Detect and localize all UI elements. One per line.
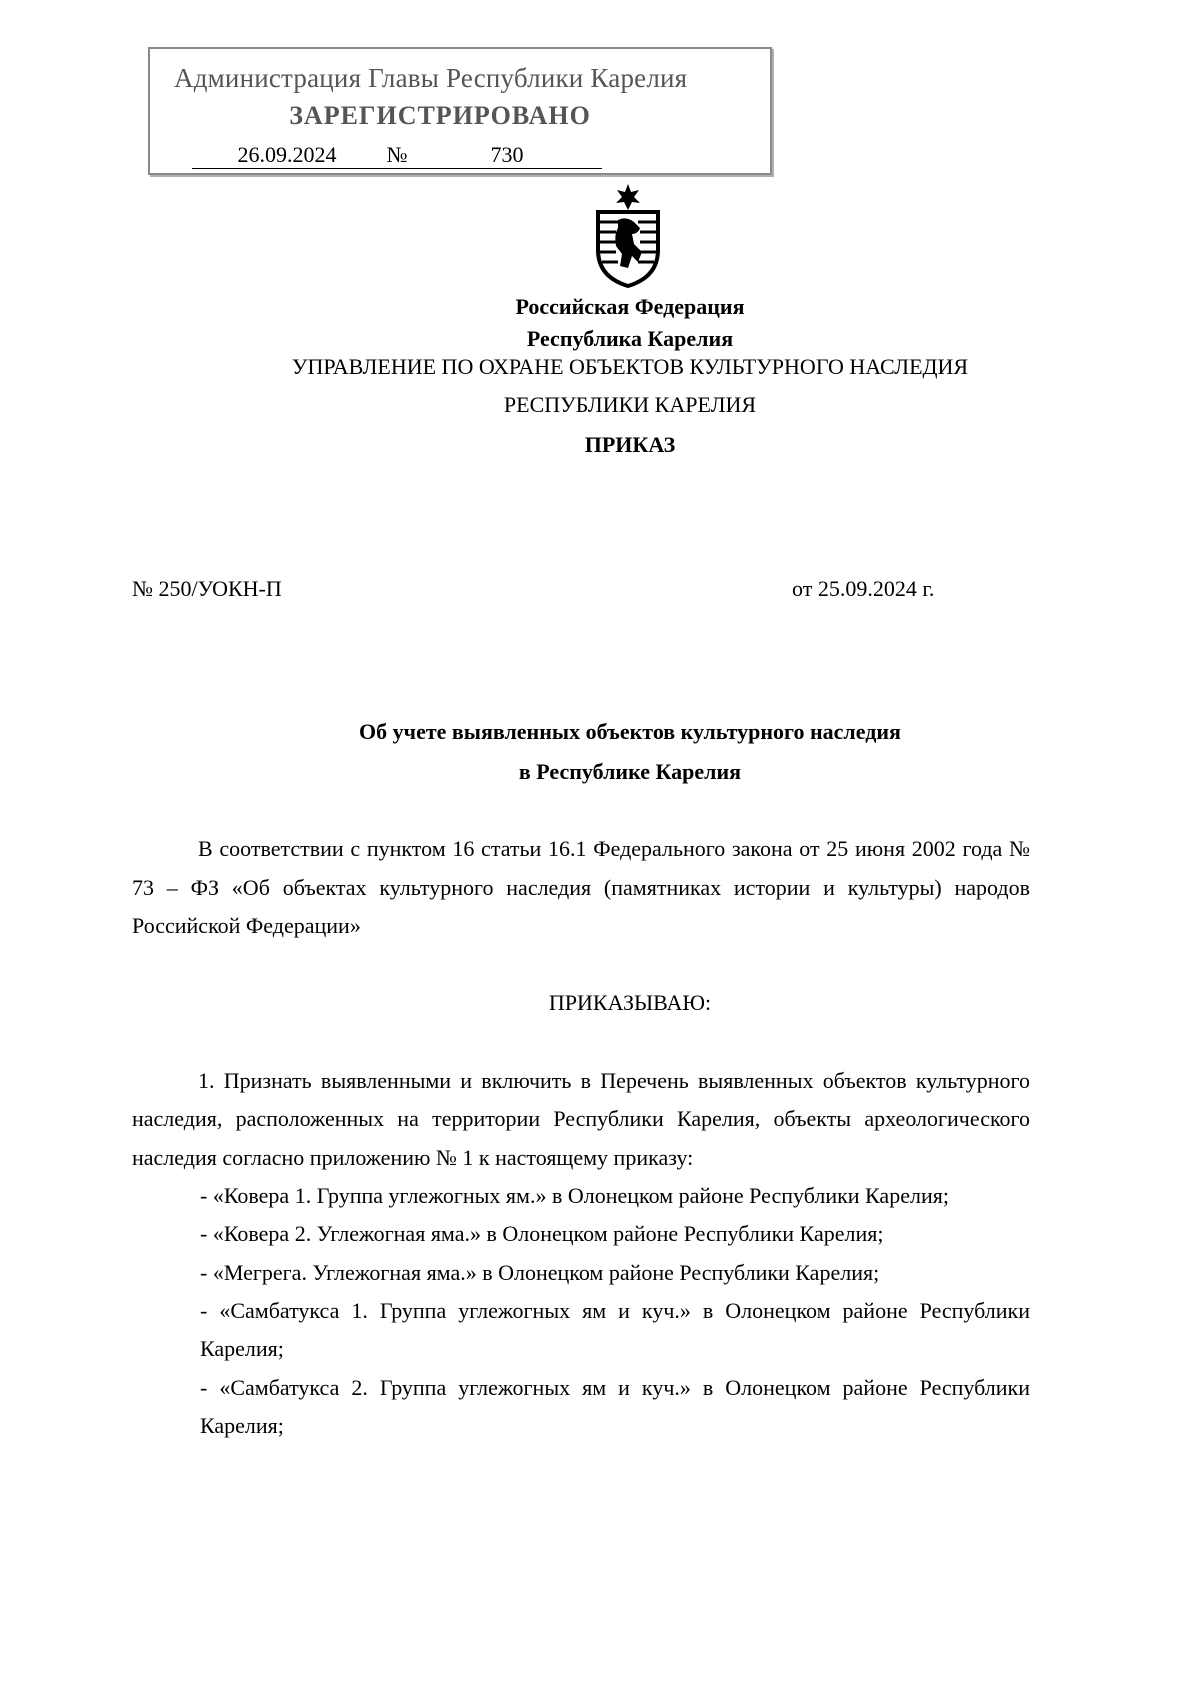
stamp-number-label: № bbox=[382, 142, 412, 169]
order-word: ПРИКАЗЫВАЮ: bbox=[548, 990, 712, 1015]
registration-stamp bbox=[148, 47, 772, 175]
list-item: - «Самбатукса 2. Группа углежогных ям и куч.» в Олонецком районе Республики bbox=[200, 1375, 1030, 1400]
header-agency-line2: РЕСПУБЛИКИ КАРЕЛИЯ bbox=[503, 392, 757, 417]
stamp-date: 26.09.2024 bbox=[192, 142, 382, 169]
stamp-registered-label: ЗАРЕГИСТРИРОВАНО bbox=[289, 101, 591, 130]
item1-line3: наследия согласно приложению № 1 к настоящему приказу: bbox=[132, 1145, 694, 1170]
order-title-line2: в Республике Карелия bbox=[518, 759, 742, 784]
item1-line1: 1. Признать выявленными и включить в Перечень выявленных объектов культурного bbox=[198, 1068, 1030, 1093]
header-agency-line1: УПРАВЛЕНИЕ ПО ОХРАНЕ ОБЪЕКТОВ КУЛЬТУРНОГО НАСЛЕДИЯ bbox=[291, 354, 969, 379]
list-item: - «Самбатукса 1. Группа углежогных ям и куч.» в Олонецком районе Республики bbox=[200, 1298, 1030, 1323]
stamp-authority: Администрация Главы Республики Карелия bbox=[174, 63, 688, 93]
list-item: - «Мегрега. Углежогная яма.» в Олонецком районе Республики Карелия; bbox=[200, 1260, 880, 1285]
list-item: - «Ковера 1. Группа углежогных ям.» в Олонецком районе Республики Карелия; bbox=[200, 1183, 949, 1208]
list-item-continuation: Карелия; bbox=[200, 1413, 284, 1438]
karelia-coat-of-arms-icon bbox=[588, 182, 668, 288]
preamble-line1: В соответствии с пунктом 16 статьи 16.1 Федерального закона от 25 июня 2002 года № bbox=[198, 836, 1030, 861]
order-number: № 250/УОКН-П bbox=[132, 576, 282, 601]
document-type: ПРИКАЗ bbox=[584, 432, 676, 457]
list-item: - «Ковера 2. Углежогная яма.» в Олонецком районе Республики Карелия; bbox=[200, 1221, 884, 1246]
order-date: от 25.09.2024 г. bbox=[792, 576, 935, 601]
preamble-line2: 73 – ФЗ «Об объектах культурного наследия (памятниках истории и культуры) народов bbox=[132, 875, 1030, 900]
stamp-number: 730 bbox=[412, 142, 602, 169]
stamp-registration-line bbox=[192, 142, 602, 169]
order-title-line1: Об учете выявленных объектов культурного наследия bbox=[359, 719, 901, 744]
preamble-line3: Российской Федерации» bbox=[132, 913, 361, 938]
header-republic: Республика Карелия bbox=[526, 326, 734, 351]
list-item-continuation: Карелия; bbox=[200, 1336, 284, 1361]
item1-line2: наследия, расположенных на территории Республики Карелия, объекты археологического bbox=[132, 1106, 1030, 1131]
header-federation: Российская Федерация bbox=[515, 294, 745, 319]
